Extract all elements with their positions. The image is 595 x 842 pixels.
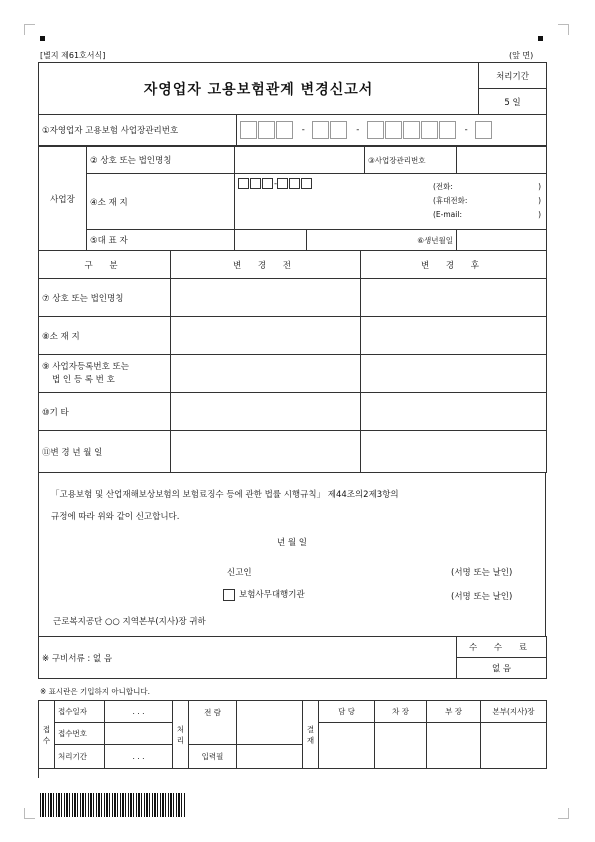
agency-sign-label: (서명 또는 날인): [451, 592, 513, 602]
receipt-date-value: . . .: [105, 701, 173, 723]
crop-mark-top-right: [558, 24, 569, 35]
processing-period-label: 처리기간: [479, 63, 547, 89]
mgmt-number-dash-2: -: [356, 125, 360, 135]
workplace-address-field[interactable]: [235, 174, 547, 230]
workplace-mgmt-no-label: ③사업장관리번호: [365, 147, 457, 174]
workplace-table: [38, 146, 547, 251]
col-before-header: 변 경 전: [171, 251, 361, 279]
change-before-field[interactable]: [171, 317, 361, 355]
mgmt-number-table: [38, 114, 547, 146]
agency-checkbox[interactable]: [223, 589, 235, 601]
registration-mark-left: [40, 36, 45, 41]
crop-mark-bottom-right: [558, 808, 569, 819]
change-row-label: ⑧소 재 지: [39, 317, 171, 355]
receipt-group-label: 접 수: [39, 701, 55, 769]
approval-header: 담 당: [319, 701, 375, 723]
declaration-text-line1: 「고용보험 및 산업재해보상보험의 보험료징수 등에 관한 법률 시행규칙」 제44조의2제3항의: [51, 490, 399, 500]
change-row-label-reg-no: [39, 355, 171, 393]
email-label: (E-mail:: [433, 210, 462, 219]
workplace-mgmt-no-field[interactable]: [457, 147, 547, 174]
recipient-label: 근로복지공단 ○○ 지역본부(지사)장 귀하: [53, 617, 206, 627]
fee-value: 없 음: [457, 658, 547, 679]
attachments-label: ※ 구비서류 : 없 음: [39, 637, 457, 679]
representative-field[interactable]: [235, 230, 307, 251]
processing-period-value: 5 일: [479, 89, 547, 115]
title-table: [38, 62, 547, 115]
mgmt-number-field[interactable]: [237, 115, 547, 146]
approval-group-label: 결 재: [303, 701, 319, 769]
mgmt-number-label: ①자영업자 고용보험 사업장관리번호: [39, 115, 237, 146]
mobile-label: (휴대전화:: [433, 196, 468, 205]
declaration-date: 년 월 일: [276, 538, 308, 548]
barcode-image: [40, 793, 185, 817]
mobile-close: ): [538, 196, 541, 205]
agency-label: 보험사무대행기관: [239, 590, 305, 600]
workplace-group-label: 사업장: [39, 147, 87, 251]
receipt-no-field[interactable]: [105, 723, 173, 745]
col-category-header: 구 분: [39, 251, 171, 279]
change-row-label-line2: 법 인 등 록 번 호: [52, 374, 115, 385]
processing-period-office-value: . . .: [105, 745, 173, 769]
page-side-label: (앞 면): [509, 51, 534, 60]
change-before-field[interactable]: [171, 355, 361, 393]
approval-header: 차 장: [375, 701, 427, 723]
receipt-no-label: 접수번호: [55, 723, 105, 745]
declarant-sign-label: (서명 또는 날인): [451, 568, 513, 578]
change-after-field[interactable]: [361, 431, 547, 473]
workplace-name-label: ② 상호 또는 법인명칭: [87, 147, 235, 174]
processing-period-office-label: 처리기간: [55, 745, 105, 769]
change-row-label: ⑩기 타: [39, 393, 171, 431]
change-after-field[interactable]: [361, 279, 547, 317]
change-row-label: ⑪변 경 년 월 일: [39, 431, 171, 473]
crop-mark-top-left: [24, 24, 35, 35]
change-before-field[interactable]: [171, 431, 361, 473]
crop-mark-bottom-left: [24, 808, 35, 819]
col-after-header: 변 경 후: [361, 251, 547, 279]
phone-label: (전화:: [433, 182, 453, 191]
viewer-label: 전 람: [189, 701, 237, 745]
input-label: 입력필: [189, 745, 237, 769]
mgmt-number-dash-1: -: [301, 125, 305, 135]
workplace-address-label: ④소 재 지: [87, 174, 235, 230]
approval-sign-cell[interactable]: [375, 723, 427, 769]
declaration-box: [38, 472, 546, 637]
approval-header: 부 장: [427, 701, 481, 723]
attachments-table: [38, 636, 547, 679]
form-label: [별지 제61호서식]: [40, 51, 106, 60]
change-after-field[interactable]: [361, 317, 547, 355]
changes-table: [38, 250, 547, 473]
postal-sep: -: [274, 179, 278, 189]
change-before-field[interactable]: [171, 279, 361, 317]
declaration-text-line2: 규정에 따라 위와 같이 신고합니다.: [51, 512, 180, 522]
change-before-field[interactable]: [171, 393, 361, 431]
change-after-field[interactable]: [361, 393, 547, 431]
bottom-left-tick: [38, 768, 39, 778]
workplace-name-field[interactable]: [235, 147, 365, 174]
change-row-label: ⑦ 상호 또는 법인명칭: [39, 279, 171, 317]
email-close: ): [538, 210, 541, 219]
representative-label: ⑤대 표 자: [87, 230, 235, 251]
footer-note: ※ 표시란은 기입하지 아니합니다.: [40, 687, 151, 696]
registration-mark-right: [538, 36, 543, 41]
receipt-date-label: 접수일자: [55, 701, 105, 723]
viewer-field[interactable]: [237, 701, 303, 745]
mgmt-number-dash-3: -: [464, 125, 468, 135]
declarant-label: 신고인: [227, 568, 252, 578]
process-group-label: 처 리: [173, 701, 189, 769]
change-row-label-line1: ⑨ 사업자등록번호 또는: [42, 361, 129, 372]
input-field[interactable]: [237, 745, 303, 769]
approval-sign-cell[interactable]: [481, 723, 547, 769]
form-title: 자영업자 고용보험관계 변경신고서: [39, 63, 479, 115]
birthdate-label: ⑥생년월일: [307, 230, 457, 251]
approval-header: 본부(지사)장: [481, 701, 547, 723]
office-use-table: [38, 700, 547, 769]
approval-sign-cell[interactable]: [427, 723, 481, 769]
agency-row: [223, 588, 305, 601]
phone-close: ): [538, 182, 541, 191]
birthdate-field[interactable]: [457, 230, 547, 251]
approval-sign-cell[interactable]: [319, 723, 375, 769]
change-after-field[interactable]: [361, 355, 547, 393]
fee-label: 수 수 료: [457, 637, 547, 658]
